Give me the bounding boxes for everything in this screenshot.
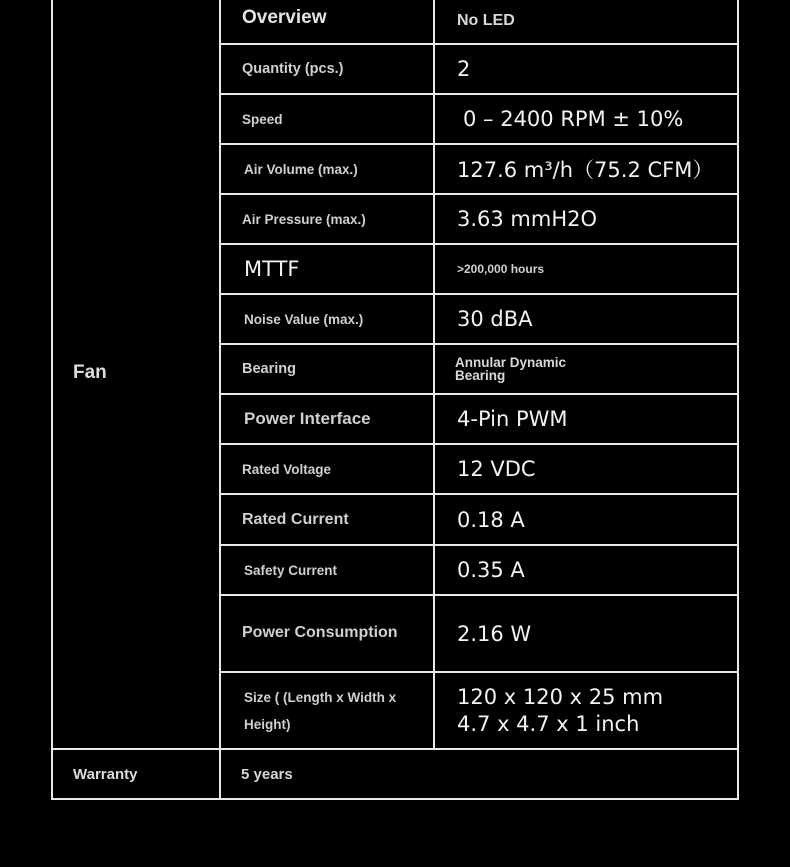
row-value	[434, 672, 738, 749]
row-label: Safety Current	[220, 545, 434, 595]
row-label: Speed	[220, 94, 434, 144]
row-label: Bearing	[220, 344, 434, 394]
size-metric: 120 x 120 x 25 mm	[457, 684, 664, 709]
row-label: Rated Voltage	[220, 444, 434, 494]
size-imperial: 4.7 x 4.7 x 1 inch	[457, 711, 640, 736]
row-label: Overview	[220, 0, 434, 44]
warranty-value: 5 years	[220, 749, 738, 799]
row-label: Air Volume (max.)	[220, 144, 434, 194]
row-value: 4-Pin PWM	[434, 394, 738, 444]
row-value: 3.63 mmH2O	[434, 194, 738, 244]
row-value: 0 – 2400 RPM ± 10%	[434, 94, 738, 144]
row-label: Quantity (pcs.)	[220, 44, 434, 94]
row-label: MTTF	[220, 244, 434, 294]
row-value: >200,000 hours	[434, 244, 738, 294]
table-row	[52, 0, 738, 44]
row-label: Noise Value (max.)	[220, 294, 434, 344]
row-value: 127.6 m³/h（75.2 CFM）	[434, 144, 738, 194]
table-row	[52, 749, 738, 799]
category-warranty: Warranty	[52, 749, 220, 799]
row-value: 0.35 A	[434, 545, 738, 595]
row-label: Rated Current	[220, 494, 434, 545]
row-value: Annular Dynamic Bearing	[434, 344, 738, 394]
row-value: No LED	[434, 0, 738, 44]
row-value: 2	[434, 44, 738, 94]
row-value: 0.18 A	[434, 494, 738, 545]
row-label: Power Consumption	[220, 595, 434, 672]
row-label: Size ( (Length x Width x Height)	[220, 672, 434, 749]
spec-table	[51, 0, 739, 800]
category-fan: Fan	[52, 0, 220, 749]
row-value: 30 dBA	[434, 294, 738, 344]
row-label: Air Pressure (max.)	[220, 194, 434, 244]
row-value: 2.16 W	[434, 595, 738, 672]
row-label: Power Interface	[220, 394, 434, 444]
row-value: 12 VDC	[434, 444, 738, 494]
